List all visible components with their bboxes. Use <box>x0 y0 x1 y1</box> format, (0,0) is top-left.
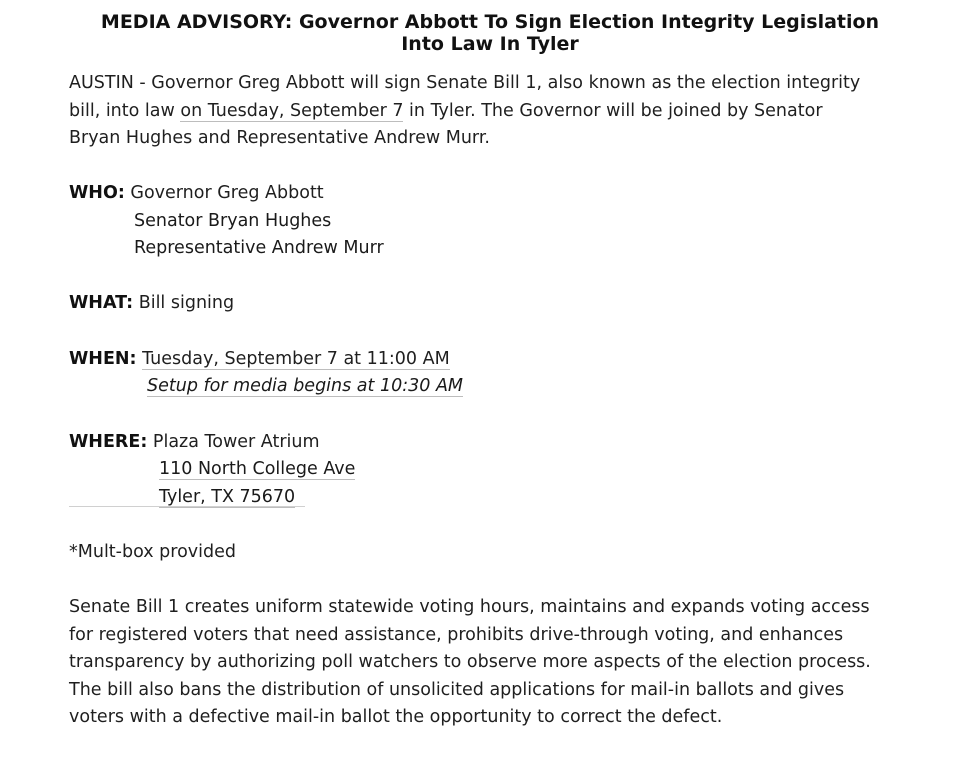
address-underline-divider <box>69 506 305 507</box>
street-address-link[interactable]: 110 North College Ave <box>159 459 356 479</box>
where-label: WHERE: <box>69 432 148 452</box>
what-row <box>69 290 234 318</box>
summary-line-3: transparency by authorizing poll watchers to observe more aspects of the election process. <box>69 652 871 673</box>
summary-line-2: for registered voters that need assistance, prohibits drive-through voting, and enhances <box>69 624 844 645</box>
where-city <box>159 484 295 512</box>
intro-line-1: AUSTIN - Governor Greg Abbott will sign Senate Bill 1, also known as the election integrity <box>69 73 861 93</box>
summary-line-4: The bill also bans the distribution of unsolicited applications for mail-in ballots and gives <box>69 679 845 700</box>
who-name-1: Governor Greg Abbott <box>130 183 324 203</box>
where-street <box>159 456 355 484</box>
date-link[interactable]: on Tuesday, September 7 <box>180 100 404 121</box>
mult-box-note: *Mult-box provided <box>69 542 237 562</box>
summary-line-5: voters with a defective mail-in ballot the opportunity to correct the defect. <box>69 707 723 728</box>
when-label: WHEN: <box>69 349 137 369</box>
intro-line-2-start: bill, into law <box>69 100 181 121</box>
city-address-link[interactable]: Tyler, TX 75670 <box>159 487 296 507</box>
who-label: WHO: <box>69 183 125 203</box>
intro-paragraph <box>69 70 949 153</box>
intro-line-3: Bryan Hughes and Representative Andrew Murr. <box>69 128 490 149</box>
intro-line-2-end: in Tyler. The Governor will be joined by Senator <box>403 100 823 121</box>
setup-note-link[interactable]: Setup for media begins at 10:30 AM <box>147 376 464 396</box>
where-row <box>69 429 320 457</box>
where-venue: Plaza Tower Atrium <box>152 432 320 452</box>
what-label: WHAT: <box>69 293 134 313</box>
what-value: Bill signing <box>138 293 235 313</box>
headline-line-2: Into Law In Tyler <box>401 33 579 55</box>
who-name-3: Representative Andrew Murr <box>134 238 384 258</box>
summary-paragraph <box>69 594 949 732</box>
when-setup-note <box>147 373 463 401</box>
who-row <box>69 180 324 208</box>
who-name-2: Senator Bryan Hughes <box>134 211 332 231</box>
summary-line-1: Senate Bill 1 creates uniform statewide voting hours, maintains and expands voting access <box>69 597 870 617</box>
when-row <box>69 346 450 374</box>
when-datetime-link[interactable]: Tuesday, September 7 at 11:00 AM <box>142 349 450 369</box>
headline-line-1: MEDIA ADVISORY: Governor Abbott To Sign Election Integrity Legislation <box>100 11 880 33</box>
intro-line-2 <box>69 98 949 126</box>
